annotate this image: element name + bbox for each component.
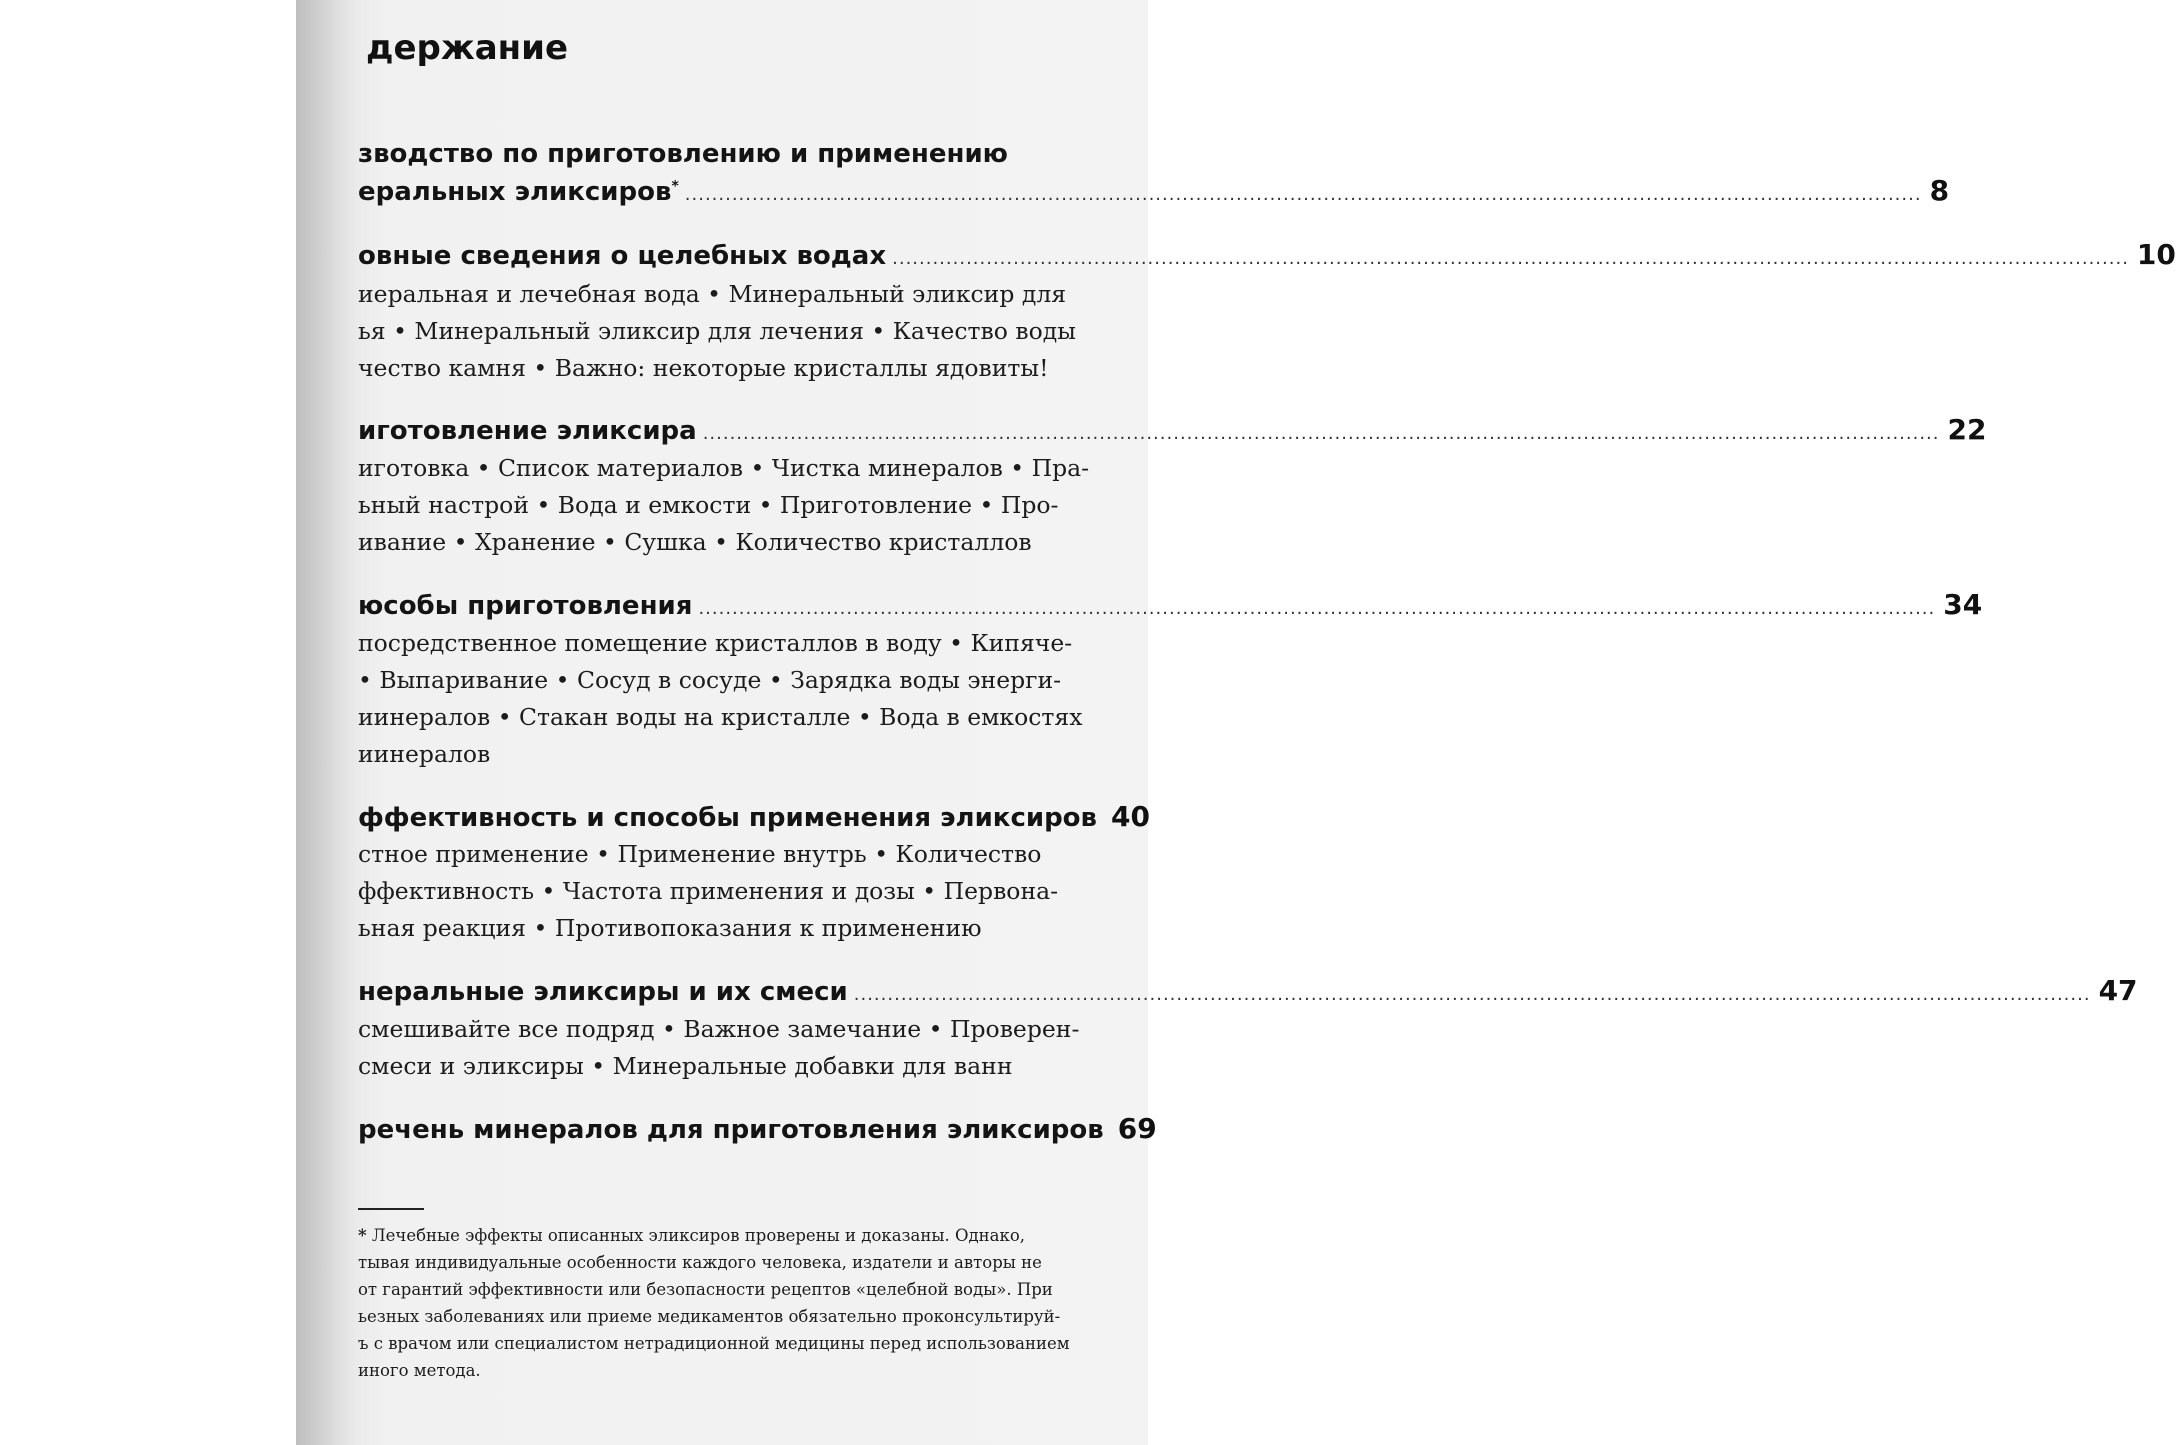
page-number: 40 bbox=[1111, 800, 1150, 833]
footnote bbox=[358, 1222, 1110, 1384]
toc-heading: ффективность и способы применения эликсиров bbox=[358, 803, 1097, 833]
toc-heading: неральные эликсиры и их смеси bbox=[358, 977, 848, 1007]
subitem-line: иинералов • Стакан воды на кристалле • Вода в емкостях bbox=[358, 703, 1083, 731]
subitem-line: иготовка • Список материалов • Чистка минералов • Пра- bbox=[358, 454, 1090, 482]
toc-heading-1-line-1: зводство по приготовлению и применению bbox=[358, 139, 1008, 169]
subitem-line: ьная реакция • Противопоказания к применению bbox=[358, 914, 982, 942]
toc-entry-4[interactable] bbox=[358, 588, 1983, 621]
subitem-line: смешивайте все подряд • Важное замечание • Проверен- bbox=[358, 1015, 1080, 1043]
page-title: держание bbox=[366, 28, 569, 68]
subitem-line: посредственное помещение кристаллов в воду • Кипяче- bbox=[358, 629, 1073, 657]
subitem-line: ффективность • Частота применения и дозы • Первона- bbox=[358, 877, 1059, 905]
page-number: 10 bbox=[2136, 238, 2176, 271]
subitem-line: иеральная и лечебная вода • Минеральный эликсир для bbox=[358, 280, 1067, 308]
toc-heading: овные сведения о целебных водах bbox=[358, 241, 887, 271]
page-number: 47 bbox=[2098, 974, 2138, 1007]
page-gutter-shadow bbox=[296, 0, 356, 1445]
footnote-line: иного метода. bbox=[358, 1361, 481, 1380]
footnote-line: от гарантий эффективности или безопасности рецептов «целебной воды». При bbox=[358, 1280, 1053, 1299]
toc-entry-2[interactable] bbox=[358, 238, 2176, 271]
page-number: 69 bbox=[1117, 1112, 1157, 1145]
toc-heading: иготовление эликсира bbox=[358, 416, 697, 446]
subitem-line: ивание • Хранение • Сушка • Количество кристаллов bbox=[358, 528, 1032, 556]
toc-entry-3[interactable] bbox=[358, 413, 1987, 446]
book-page bbox=[296, 0, 2176, 1445]
toc-subitems-3 bbox=[358, 450, 1090, 561]
leader-dots bbox=[703, 423, 1940, 444]
subitem-line: чество камня • Важно: некоторые кристаллы ядовиты! bbox=[358, 354, 1049, 382]
subitem-line: ья • Минеральный эликсир для лечения • Качество воды bbox=[358, 317, 1076, 345]
page-number: 34 bbox=[1943, 588, 1983, 621]
toc-heading-1-line-2: еральных эликсиров* bbox=[358, 177, 679, 207]
page-number: 22 bbox=[1947, 413, 1987, 446]
subitem-line: стное применение • Применение внутрь • Количество bbox=[358, 840, 1042, 868]
toc-subitems-2 bbox=[358, 276, 1076, 387]
subitem-line: смеси и эликсиры • Минеральные добавки для ванн bbox=[358, 1052, 1013, 1080]
leader-dots bbox=[892, 248, 2129, 269]
toc-heading: речень минералов для приготовления эликсиров bbox=[358, 1115, 1104, 1145]
footnote-line: ъ с врачом или специалистом нетрадиционной медицины перед использованием bbox=[358, 1334, 1070, 1353]
subitem-line: • Выпаривание • Сосуд в сосуде • Зарядка воды энерги- bbox=[358, 666, 1062, 694]
footnote-line: ьезных заболеваниях или приеме медикаментов обязательно проконсультируй- bbox=[358, 1307, 1061, 1326]
toc-heading: юсобы приготовления bbox=[358, 591, 693, 621]
toc-subitems-6 bbox=[358, 1011, 1080, 1085]
footnote-divider bbox=[358, 1208, 424, 1210]
leader-dots bbox=[854, 984, 2091, 1005]
leader-dots bbox=[698, 598, 1935, 619]
subitem-line: ьный настрой • Вода и емкости • Приготовление • Про- bbox=[358, 491, 1059, 519]
toc-entry-7[interactable] bbox=[358, 1112, 1157, 1145]
footnote-line: тывая индивидуальные особенности каждого человека, издатели и авторы не bbox=[358, 1253, 1042, 1272]
leader-dots bbox=[685, 184, 1922, 205]
toc-entry-5[interactable] bbox=[358, 800, 1150, 833]
footnote-line: * Лечебные эффекты описанных эликсиров проверены и доказаны. Однако, bbox=[358, 1226, 1026, 1245]
toc-subitems-5 bbox=[358, 836, 1063, 947]
subitem-line: иинералов bbox=[358, 740, 491, 768]
footnote-marker: * bbox=[671, 178, 679, 195]
toc-subitems-4 bbox=[358, 625, 1083, 773]
toc-entry-6[interactable] bbox=[358, 974, 2138, 1007]
footnote-marker: * bbox=[358, 1226, 367, 1245]
toc-entry-1[interactable] bbox=[358, 174, 1950, 207]
page-number: 8 bbox=[1929, 174, 1950, 207]
